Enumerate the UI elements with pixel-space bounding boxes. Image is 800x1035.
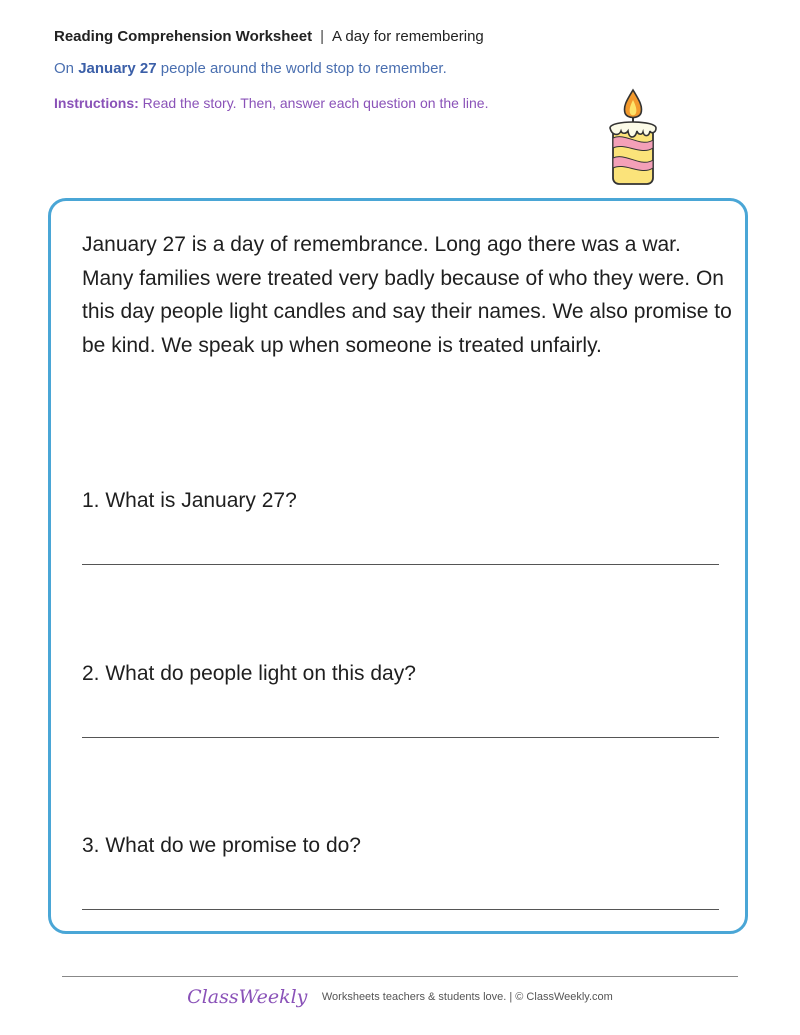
worksheet-title: Reading Comprehension Worksheet bbox=[54, 28, 313, 45]
story-passage: January 27 is a day of remembrance. Long ago there was a war. Many families were treated very badly because of who they were. On this day people light candles and say their names. We also promise to be kind. We speak up when someone is treated unfairly. bbox=[82, 233, 732, 357]
footer-tagline: Worksheets teachers & students love. | © ClassWeekly.com bbox=[321, 991, 613, 1003]
question-3: 3. What do we promise to do? bbox=[82, 834, 361, 857]
instructions-label: Instructions: bbox=[54, 95, 139, 111]
header-separator: | bbox=[320, 28, 325, 45]
footer-divider bbox=[62, 976, 738, 977]
question-2: 2. What do people light on this day? bbox=[82, 662, 416, 685]
answer-line-2 bbox=[82, 737, 719, 738]
intro-date: January 27 bbox=[78, 60, 157, 77]
instructions-text: Read the story. Then, answer each question on the line. bbox=[142, 95, 489, 111]
worksheet-subtitle: A day for remembering bbox=[332, 28, 484, 45]
instructions bbox=[54, 93, 494, 114]
footer bbox=[0, 986, 800, 1008]
intro-prefix: On bbox=[54, 60, 75, 77]
answer-line-3 bbox=[82, 909, 719, 910]
intro-line bbox=[54, 60, 447, 77]
answer-line-1 bbox=[82, 564, 719, 565]
brand-logo: ClassWeekly bbox=[187, 986, 308, 1008]
candle-icon bbox=[598, 86, 668, 190]
intro-suffix: people around the world stop to remember. bbox=[160, 60, 447, 77]
worksheet-header bbox=[54, 28, 484, 45]
question-1: 1. What is January 27? bbox=[82, 489, 297, 512]
